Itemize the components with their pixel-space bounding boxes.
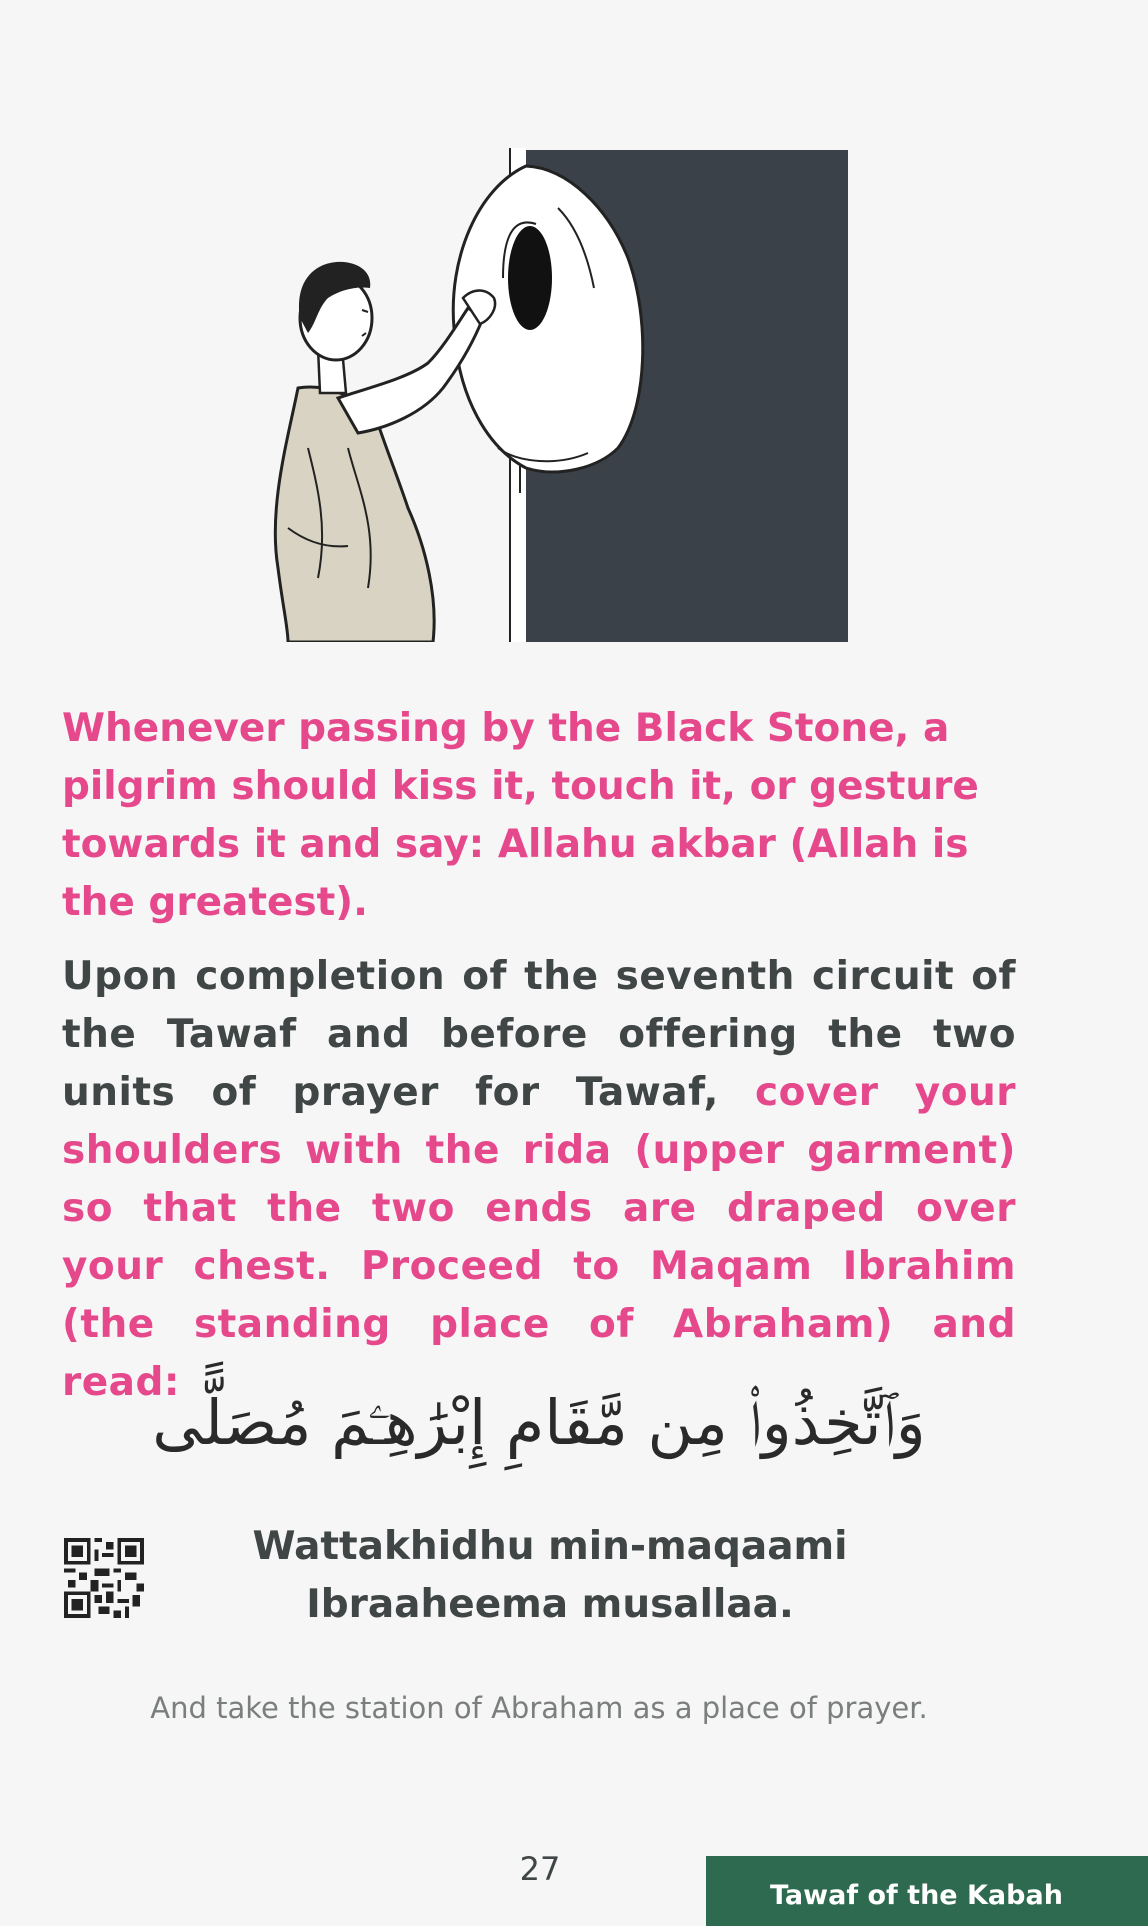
transliteration-line-1: Wattakhidhu min-maqaami	[252, 1524, 848, 1569]
black-stone-illustration	[258, 148, 850, 642]
section-tab: Tawaf of the Kabah	[706, 1856, 1148, 1926]
qr-code[interactable]	[64, 1538, 144, 1618]
transliteration-line-2: Ibraaheema musallaa.	[306, 1582, 794, 1627]
maqam-instruction	[62, 948, 1016, 1412]
arabic-verse: وَٱتَّخِذُوا۟ مِن مَّقَامِ إِبْرَٰهِـۧمَ مُصَلًّى	[152, 1386, 926, 1459]
transliteration	[180, 1518, 920, 1634]
maqam-instruction-dark: Upon completion of the seventh circuit of the Tawaf and before offering the two units of prayer for Tawaf,	[62, 954, 1016, 1115]
black-stone-instruction: Whenever passing by the Black Stone, a pilgrim should kiss it, touch it, or gesture towards it and say: Allahu akbar (Allah is the greatest).	[62, 706, 979, 925]
maqam-instruction-highlight: cover your shoulders with the rida (upper garment) so that the two ends are draped over your chest. Proceed to Maqam Ibrahim (the standing place of Abraham) and read:	[62, 1070, 1016, 1405]
page-number: 27	[519, 1850, 561, 1888]
verse-translation: And take the station of Abraham as a place of prayer.	[150, 1691, 928, 1725]
